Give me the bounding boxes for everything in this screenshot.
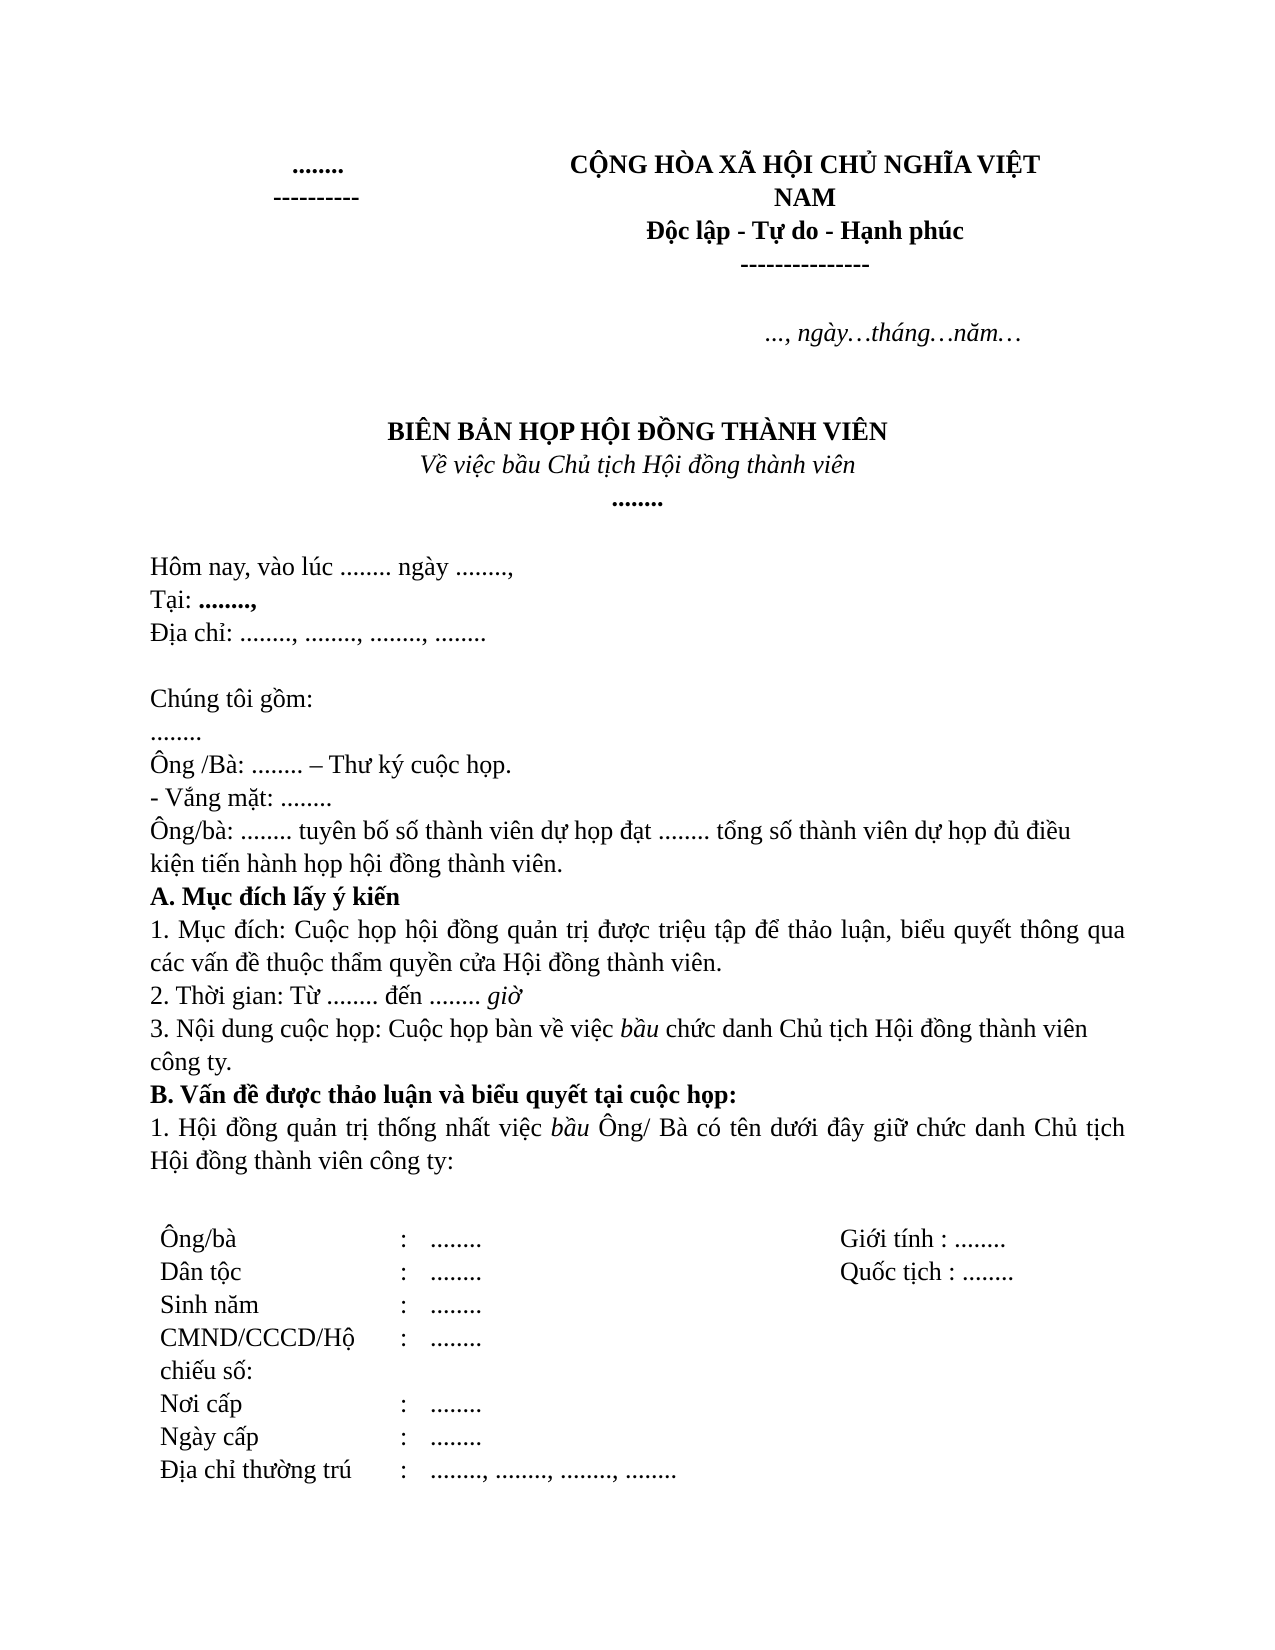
section-a-time xyxy=(150,979,1125,1012)
org-divider: ---------- xyxy=(273,182,360,211)
content-italic: bầu xyxy=(620,1014,660,1043)
members-heading: Chúng tôi gồm: xyxy=(150,684,314,713)
candidate-extra-field: Quốc tịch : ........ xyxy=(840,1257,1015,1286)
meeting-time: Hôm nay, vào lúc ........ ngày ........, xyxy=(150,552,514,581)
item1-suffix: Ông/ Bà có tên dưới đây giữ chức danh Chủ tịch Hội đồng thành viên công ty: xyxy=(150,1113,1126,1175)
candidate-row xyxy=(160,1255,1014,1288)
candidate-field-value: ........ xyxy=(430,1257,482,1286)
candidate-row xyxy=(160,1222,1014,1255)
blank-line xyxy=(150,649,1125,682)
candidate-row xyxy=(160,1453,1014,1486)
candidate-field-colon: : xyxy=(400,1389,408,1418)
candidate-field-label: Địa chỉ thường trú xyxy=(160,1455,352,1484)
motto-divider: --------------- xyxy=(740,249,870,278)
candidate-field-colon: : xyxy=(400,1455,408,1484)
candidate-info-table xyxy=(160,1222,1014,1486)
content-prefix: 3. Nội dung cuộc họp: Cuộc họp bàn về việc xyxy=(150,1014,621,1043)
section-b-heading: B. Vấn đề được thảo luận và biểu quyết tại cuộc họp: xyxy=(150,1080,738,1109)
candidate-extra-field: Giới tính : ........ xyxy=(840,1224,1007,1253)
section-a-purpose: 1. Mục đích: Cuộc họp hội đồng quản trị được triệu tập để thảo luận, biểu quyết thông qua các vấn đề thuộc thẩm quyền cửa Hội đồng thành viên. xyxy=(150,915,1125,977)
section-a-heading: A. Mục đích lấy ý kiến xyxy=(150,882,400,911)
members-list: ........ xyxy=(150,717,202,746)
secretary: Ông /Bà: ........ – Thư ký cuộc họp. xyxy=(150,750,512,779)
candidate-field-colon: : xyxy=(400,1224,408,1253)
candidate-extra-field xyxy=(840,1387,1014,1420)
absent-members: - Vắng mặt: ........ xyxy=(150,783,333,812)
candidate-field-label: CMND/CCCD/Hộ chiếu số: xyxy=(160,1323,356,1385)
quorum-statement: Ông/bà: ........ tuyên bố số thành viên dự họp đạt ........ tổng số thành viên dự họp đủ điều kiện tiến hành họp hội đồng thành viên. xyxy=(150,816,1071,878)
section-a-content xyxy=(150,1012,1125,1078)
content-suffix: chức danh Chủ tịch Hội đồng thành viên công ty. xyxy=(150,1014,1088,1076)
candidate-field-value: ........, ........, ........, ........ xyxy=(430,1455,677,1484)
candidate-field-label: Ông/bà xyxy=(160,1224,237,1253)
item1-prefix: 1. Hội đồng quản trị thống nhất việc xyxy=(150,1113,551,1142)
document-title: BIÊN BẢN HỌP HỘI ĐỒNG THÀNH VIÊN xyxy=(387,417,888,446)
candidate-row xyxy=(160,1387,1014,1420)
candidate-extra-field xyxy=(840,1453,1014,1486)
section-b-item1 xyxy=(150,1111,1125,1177)
candidate-field-colon: : xyxy=(400,1323,408,1352)
meeting-address: Địa chỉ: ........, ........, ........, ........ xyxy=(150,618,487,647)
date-line: ..., ngày…tháng…năm… xyxy=(765,318,1022,347)
candidate-extra-field xyxy=(840,1288,1014,1321)
candidate-field-value: ........ xyxy=(430,1224,482,1253)
nation-title-line1: CỘNG HÒA XÃ HỘI CHỦ NGHĨA VIỆT xyxy=(569,150,1041,179)
candidate-field-value: ........ xyxy=(430,1422,482,1451)
candidate-row xyxy=(160,1288,1014,1321)
motto: Độc lập - Tự do - Hạnh phúc xyxy=(646,216,964,245)
document-subtitle: Về việc bầu Chủ tịch Hội đồng thành viên xyxy=(419,450,856,479)
candidate-field-colon: : xyxy=(400,1257,408,1286)
place-value: ........, xyxy=(198,585,257,614)
nation-title-line2: NAM xyxy=(773,183,837,212)
candidate-field-label: Sinh năm xyxy=(160,1290,259,1319)
candidate-row xyxy=(160,1420,1014,1453)
item1-italic: bầu xyxy=(550,1113,590,1142)
place-label: Tại: xyxy=(150,585,199,614)
document-body xyxy=(150,550,1125,1177)
candidate-field-colon: : xyxy=(400,1290,408,1319)
candidate-row xyxy=(160,1321,1014,1387)
document-number: ........ xyxy=(611,483,664,512)
candidate-field-label: Nơi cấp xyxy=(160,1389,243,1418)
time-text: 2. Thời gian: Từ ........ đến ........ xyxy=(150,981,488,1010)
candidate-extra-field xyxy=(840,1321,1014,1387)
candidate-field-value: ........ xyxy=(430,1389,482,1418)
candidate-extra-field xyxy=(840,1420,1014,1453)
org-name-placeholder: ........ xyxy=(292,150,344,179)
candidate-field-label: Dân tộc xyxy=(160,1257,242,1286)
meeting-place xyxy=(150,583,1125,616)
time-unit: giờ xyxy=(487,981,522,1010)
candidate-field-value: ........ xyxy=(430,1290,482,1319)
candidate-field-value: ........ xyxy=(430,1323,482,1352)
candidate-field-colon: : xyxy=(400,1422,408,1451)
candidate-field-label: Ngày cấp xyxy=(160,1422,259,1451)
